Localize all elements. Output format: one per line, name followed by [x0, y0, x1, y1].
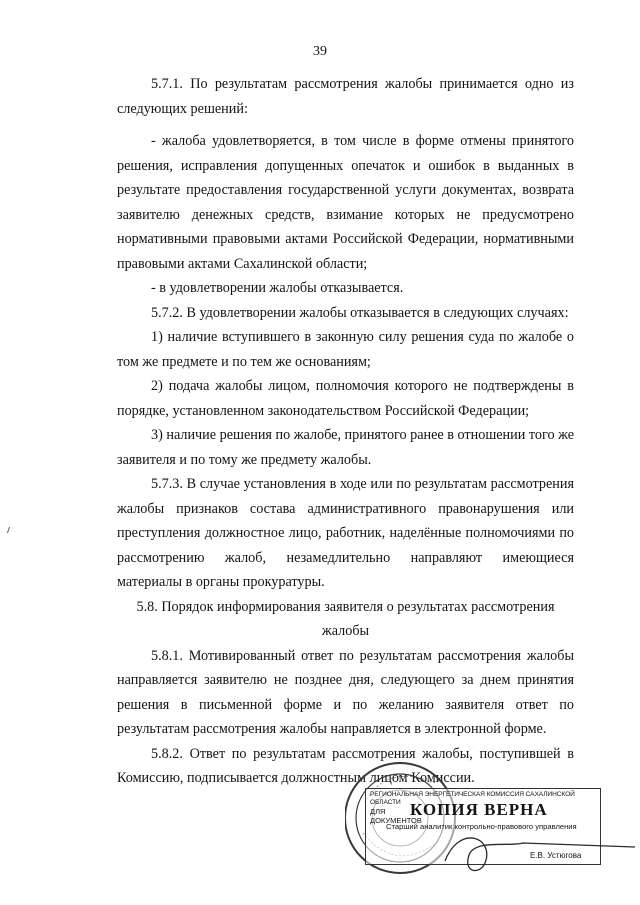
stamp-title: КОПИЯ ВЕРНА [410, 800, 548, 819]
section-heading-5-8: 5.8. Порядок информирования заявителя о результатах рассмотрения жалобы [136, 598, 555, 639]
paragraph-case-1: 1) наличие вступившего в законную силу решения суда по жалобе о том же предмете и по тем же основаниям; [117, 329, 574, 370]
paragraph-5-7-1: 5.7.1. По результатам рассмотрения жалобы принимается одно из следующих решений: [117, 76, 574, 117]
paragraph-option-satisfied: - жалоба удовлетворяется, в том числе в форме отмены принятого решения, исправления допущенных опечаток и ошибок в выданных в результате предоставления государственной услуги документах, возврата заявителю денежных средств, взимание которых не предусмотрено нормативными правовыми актами Российской Федерации, нормативными правовыми актами Сахалинской области; [117, 133, 574, 272]
paragraph-option-refused: - в удовлетворении жалобы отказывается. [151, 280, 404, 296]
handwritten-signature [345, 743, 640, 893]
paragraph-5-8-1: 5.8.1. Мотивированный ответ по результатам рассмотрения жалобы направляется заявителю не позднее дня, следующего за днем принятия решения в письменной форме и по желанию заявителя ответ по результатам рассмотрения жалобы направляется в электронной форме. [117, 647, 574, 737]
certification-stamp [345, 743, 640, 893]
paragraph-case-2: 2) подача жалобы лицом, полномочия которого не подтверждены в порядке, установленном законодательством Российской Федерации; [117, 378, 574, 419]
paragraph-5-8-2: 5.8.2. Ответ по результатам рассмотрения жалобы, поступившей в Комиссию, подписывается должностным лицом Комиссии. [117, 745, 574, 786]
stamp-position: Старший аналитик контрольно-правового управления [386, 822, 577, 831]
paragraph-5-7-3: 5.7.3. В случае установления в ходе или по результатам рассмотрения жалобы признаков состава административного правонарушения или преступления должностное лицо, работник, наделённые полномочиями по рассмотрению жалоб, незамедлительно направляют имеющиеся материалы в органы прокуратуры. [117, 476, 574, 590]
page-number: 39 [313, 44, 327, 59]
margin-mark [7, 527, 13, 533]
body-text [117, 72, 574, 791]
stamp-label-documents: ДОКУМЕНТОВ [370, 816, 422, 825]
stamp-name: Е.В. Устюгова [530, 851, 582, 860]
paragraph-case-3: 3) наличие решения по жалобе, принятого ранее в отношении того же заявителя и по тому же предмету жалобы. [117, 427, 574, 468]
stamp-organization: РЕГИОНАЛЬНАЯ ЭНЕРГЕТИЧЕСКАЯ КОМИССИЯ САХАЛИНСКОЙ ОБЛАСТИ [370, 791, 575, 806]
paragraph-5-7-2: 5.7.2. В удовлетворении жалобы отказывается в следующих случаях: [151, 304, 569, 321]
stamp-label-for: ДЛЯ [370, 807, 386, 816]
